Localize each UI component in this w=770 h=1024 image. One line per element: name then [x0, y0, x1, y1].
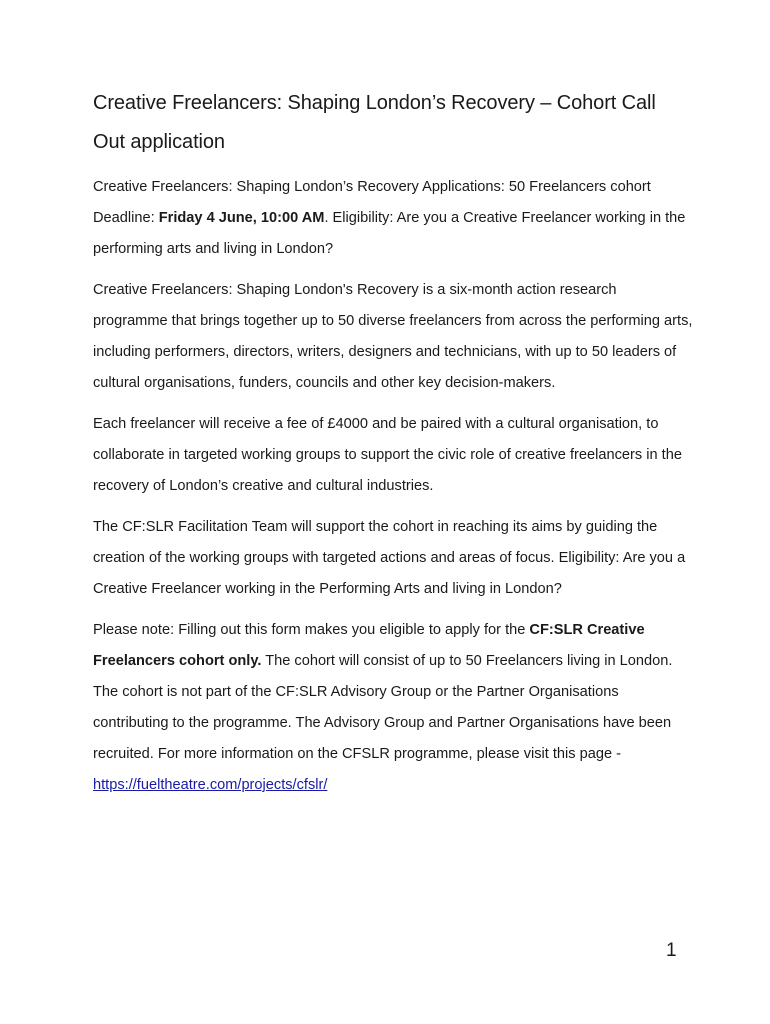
intro-text-start: Creative Freelancers: Shaping London’s Recovery Applications: 50 Freelancers cohort Deadline: [93, 179, 651, 226]
document-page [93, 84, 693, 811]
deadline-text: Friday 4 June, 10:00 AM [158, 210, 325, 226]
intro-paragraph [93, 172, 693, 265]
programme-link[interactable]: https://fueltheatre.com/projects/cfslr/ [93, 777, 328, 793]
facilitation-paragraph: The CF:SLR Facilitation Team will support the cohort in reaching its aims by guiding the creation of the working groups with targeted actions and areas of focus. Eligibility: Are you a Creative Freelancer working in the Performing Arts and living in London? [93, 519, 686, 597]
note-text-start: Please note: Filling out this form makes you eligible to apply for the [93, 622, 530, 638]
document-title: Creative Freelancers: Shaping London’s Recovery – Cohort Call Out application [93, 92, 656, 153]
note-paragraph [93, 615, 693, 801]
note-bold-text: CF:SLR Creative Freelancers cohort only. [93, 622, 645, 669]
page-number: 1 [666, 940, 677, 961]
fee-paragraph: Each freelancer will receive a fee of £4000 and be paired with a cultural organisation, to collaborate in targeted working groups to support the civic role of creative freelancers in the recovery of London’s creative and cultural industries. [93, 416, 682, 494]
programme-description-paragraph: Creative Freelancers: Shaping London's Recovery is a six-month action research programme that brings together up to 50 diverse freelancers from across the performing arts, including performers, directors, writers, designers and technicians, with up to 50 leaders of cultural organisations, funders, councils and other key decision-makers. [93, 282, 693, 391]
intro-text-end: . Eligibility: Are you a Creative Freelancer working in the performing arts and living in London? [93, 210, 686, 257]
note-text-end: The cohort will consist of up to 50 Freelancers living in London. The cohort is not part of the CF:SLR Advisory Group or the Partner Organisations contributing to the programme. The Advisory Group and Partner Organisations have been recruited. For more information on the CFSLR programme, please visit this page - [93, 653, 673, 762]
